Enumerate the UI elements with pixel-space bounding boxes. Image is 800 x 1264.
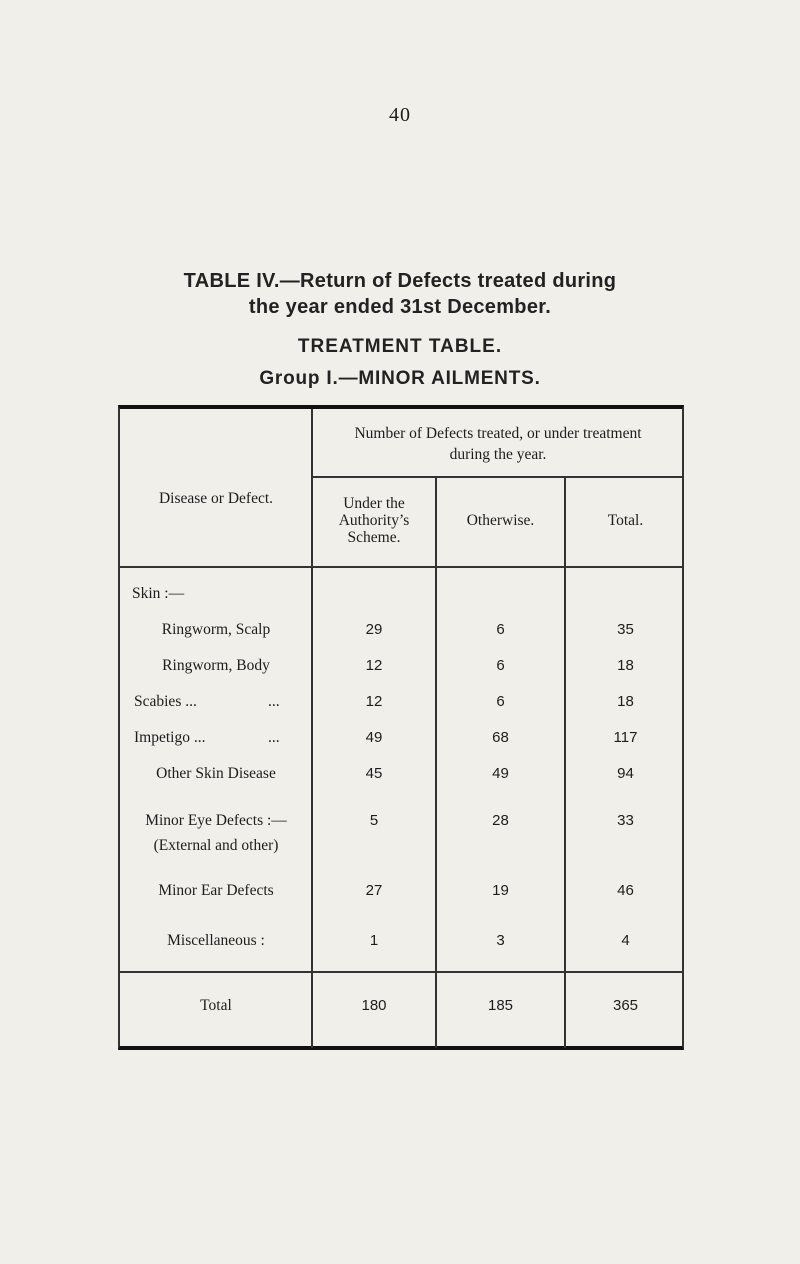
- header-number-line-2: during the year.: [449, 446, 547, 463]
- row-otherwise-value: 49: [492, 765, 509, 782]
- treatment-table-subtitle: TREATMENT TABLE.: [297, 336, 503, 357]
- row-otherwise-value: 6: [496, 693, 505, 710]
- totals-label: Total: [200, 997, 232, 1014]
- row-otherwise-value: 6: [496, 621, 505, 638]
- row-otherwise-value: 3: [496, 932, 505, 949]
- row-scheme-value: 1: [369, 932, 379, 949]
- row-label: Ringworm, Scalp: [161, 621, 271, 638]
- table-title-line-2: the year ended 31st December.: [248, 296, 552, 318]
- totals-otherwise-value: 185: [487, 997, 514, 1014]
- row-total-value: 46: [617, 882, 634, 899]
- section-skin-label: Skin :—: [132, 585, 185, 602]
- header-disease: Disease or Defect.: [158, 490, 274, 507]
- group-heading: Group I.—MINOR AILMENTS.: [259, 368, 541, 389]
- header-scheme-line-2: Authority’s: [338, 512, 410, 529]
- row-label: Ringworm, Body: [162, 657, 270, 674]
- row-label: Scabies ...: [134, 693, 197, 710]
- header-scheme-line-3: Scheme.: [347, 529, 401, 546]
- row-label: Miscellaneous :: [167, 932, 265, 949]
- row-total-value: 35: [617, 621, 634, 638]
- page-number: 40: [389, 104, 411, 126]
- totals-scheme-value: 180: [361, 997, 387, 1014]
- header-number-line-1: Number of Defects treated, or under treatment: [354, 425, 642, 442]
- row-label-continued: (External and other): [153, 837, 279, 854]
- row-total-value: 18: [617, 657, 634, 674]
- row-scheme-value: 12: [365, 657, 383, 674]
- row-total-value: 18: [617, 693, 634, 710]
- totals-total-value: 365: [612, 997, 639, 1014]
- row-scheme-value: 29: [365, 621, 383, 638]
- header-otherwise: Otherwise.: [466, 512, 535, 529]
- row-total-value: 4: [621, 932, 630, 949]
- row-otherwise-value: 28: [492, 812, 509, 829]
- row-label-dots: ...: [268, 693, 280, 710]
- row-total-value: 117: [613, 729, 638, 746]
- header-rule: [312, 476, 684, 478]
- row-scheme-value: 12: [365, 693, 383, 710]
- row-label: Minor Ear Defects: [158, 882, 274, 899]
- table-title-line-1: TABLE IV.—Return of Defects treated during: [183, 270, 617, 292]
- treatment-table: [118, 405, 684, 1050]
- row-scheme-value: 5: [369, 812, 379, 829]
- totals-rule: [120, 971, 684, 973]
- header-total: Total.: [607, 512, 644, 529]
- row-label-dots: ...: [268, 729, 280, 746]
- row-otherwise-value: 19: [492, 882, 509, 899]
- row-total-value: 33: [617, 812, 634, 829]
- column-divider: [435, 477, 437, 1048]
- row-otherwise-value: 6: [496, 657, 505, 674]
- row-label: Impetigo ...: [134, 729, 206, 746]
- row-scheme-value: 49: [365, 729, 383, 746]
- row-scheme-value: 27: [365, 882, 383, 899]
- row-label: Minor Eye Defects :—: [145, 812, 287, 829]
- row-scheme-value: 45: [365, 765, 383, 782]
- header-scheme-line-1: Under the: [343, 495, 405, 512]
- row-otherwise-value: 68: [492, 729, 509, 746]
- row-total-value: 94: [617, 765, 634, 782]
- column-divider: [564, 477, 566, 1048]
- header-rule: [120, 566, 684, 568]
- row-label: Other Skin Disease: [156, 765, 276, 782]
